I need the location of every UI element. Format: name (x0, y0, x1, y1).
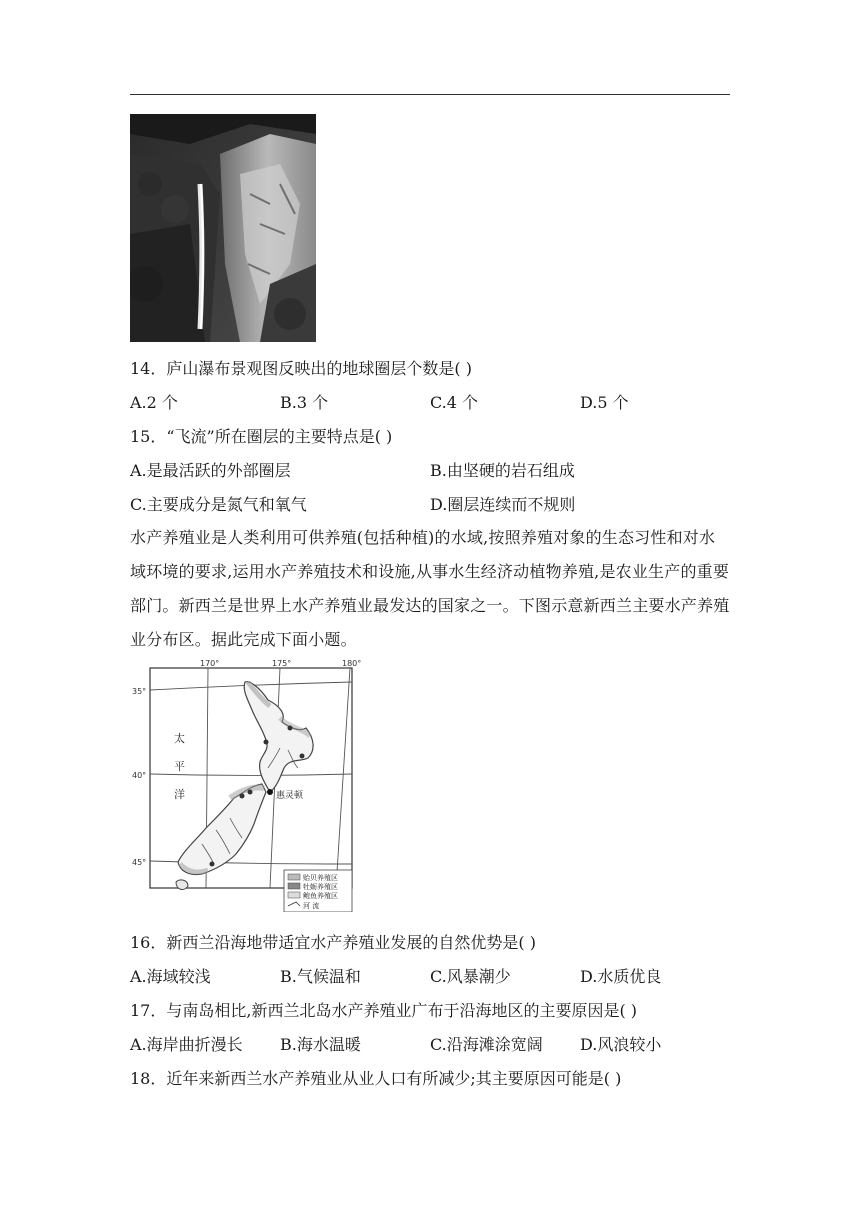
question-15-stem: 15．“飞流”所在圈层的主要特点是( ) (130, 427, 393, 446)
q15-option-b: B.由坚硬的岩石组成 (430, 461, 575, 480)
q17-option-a: A.海岸曲折漫长 (130, 1035, 243, 1054)
lat-label-40: 40° (132, 771, 147, 780)
question-18-stem: 18．近年来新西兰水产养殖业从业人口有所减少;其主要原因可能是( ) (130, 1069, 622, 1088)
map-legend (284, 870, 352, 912)
new-zealand-aquaculture-map (130, 658, 362, 912)
lat-label-35: 35° (132, 687, 147, 696)
legend-mussel: 贻贝养殖区 (303, 874, 338, 882)
q16-option-a: A.海域较浅 (130, 967, 211, 986)
wellington-label: 惠灵顿 (276, 791, 304, 801)
q14-option-c: C.4 个 (430, 393, 479, 412)
ocean-label-2: 平 (174, 760, 185, 773)
lon-label-170: 170° (200, 659, 220, 668)
q14-option-d: D.5 个 (580, 393, 629, 412)
q16-option-d: D.水质优良 (580, 967, 662, 986)
waterfall-photo (130, 114, 316, 342)
question-17-stem: 17．与南岛相比,新西兰北岛水产养殖业广布于沿海地区的主要原因是( ) (130, 1001, 638, 1020)
question-14-stem: 14．庐山瀑布景观图反映出的地球圈层个数是( ) (130, 359, 472, 378)
lon-label-180: 180° (342, 659, 362, 668)
q17-option-c: C.沿海滩涂宽阔 (430, 1035, 543, 1054)
q15-option-c: C.主要成分是氮气和氧气 (130, 495, 307, 514)
passage-text: 水产养殖业是人类利用可供养殖(包括种植)的水域,按照养殖对象的生态习性和对水域环境的要求,运用水产养殖技术和设施,从事水生经济动植物养殖,是农业生产的重要部门。新西兰是世界上水产养殖业最发达的国家之一。下图示意新西兰主要水产养殖业分布区。据此完成下面小题。 (130, 528, 730, 649)
header-rule (130, 94, 730, 95)
question-16-stem: 16．新西兰沿海地带适宜水产养殖业发展的自然优势是( ) (130, 933, 536, 952)
legend-river: 河 流 (303, 902, 320, 910)
ocean-label-1: 太 (174, 732, 185, 745)
q16-option-b: B.气候温和 (280, 967, 361, 986)
q14-option-b: B.3 个 (280, 393, 329, 412)
lon-label-175: 175° (272, 659, 292, 668)
legend-abalone: 鲍鱼养殖区 (303, 892, 338, 900)
legend-oyster: 牡蛎养殖区 (303, 883, 338, 891)
q15-option-a: A.是最活跃的外部圈层 (130, 461, 291, 480)
q17-option-d: D.风浪较小 (580, 1035, 662, 1054)
q17-option-b: B.海水温暖 (280, 1035, 361, 1054)
q16-option-c: C.风暴潮少 (430, 967, 511, 986)
q15-option-d: D.圈层连续而不规则 (430, 495, 576, 514)
q14-option-a: A.2 个 (130, 393, 178, 412)
lat-label-45: 45° (132, 858, 147, 867)
ocean-label-3: 洋 (174, 788, 185, 801)
